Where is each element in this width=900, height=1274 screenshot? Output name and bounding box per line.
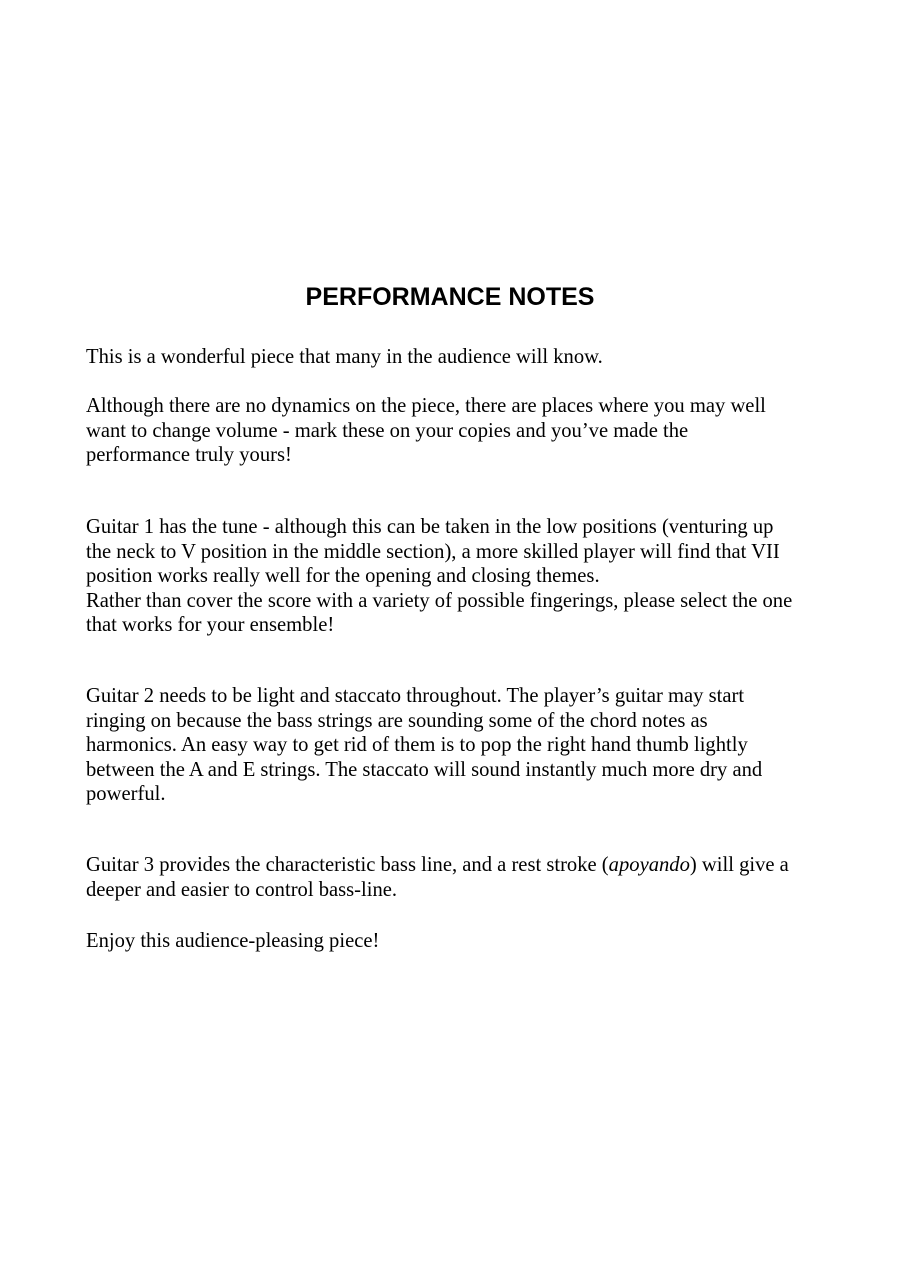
paragraph-line: position works really well for the opening and closing themes.	[86, 565, 600, 587]
guitar1-paragraph	[86, 515, 826, 638]
closing-paragraph: Enjoy this audience-pleasing piece!	[86, 930, 380, 952]
page-title: PERFORMANCE NOTES	[305, 283, 595, 311]
dynamics-paragraph	[86, 394, 826, 468]
guitar3-text-before: Guitar 3 provides the characteristic bass line, and a rest stroke (	[86, 854, 609, 876]
paragraph-line: ringing on because the bass strings are sounding some of the chord notes as	[86, 709, 708, 732]
paragraph-line: want to change volume - mark these on your copies and you’ve made the	[86, 419, 689, 442]
paragraph-line: the neck to V position in the middle section), a more skilled player will find that VII	[86, 540, 780, 563]
intro-paragraph: This is a wonderful piece that many in the audience will know.	[86, 346, 603, 368]
guitar3-paragraph	[86, 853, 826, 902]
paragraph-line: deeper and easier to control bass-line.	[86, 878, 398, 901]
guitar2-paragraph	[86, 684, 826, 807]
paragraph-line	[86, 853, 826, 878]
guitar3-text-after: ) will give a	[689, 854, 789, 876]
paragraph-line: Guitar 2 needs to be light and staccato throughout. The player’s guitar may start	[86, 685, 745, 707]
paragraph-line: Guitar 1 has the tune - although this can be taken in the low positions (venturing up	[86, 516, 774, 538]
paragraph-line: harmonics. An easy way to get rid of them is to pop the right hand thumb lightly	[86, 734, 748, 756]
paragraph-line: performance truly yours!	[86, 444, 292, 466]
paragraph-line: powerful.	[86, 783, 166, 805]
paragraph-line: that works for your ensemble!	[86, 614, 335, 636]
apoyando-term: apoyando	[608, 854, 690, 876]
paragraph-line: Rather than cover the score with a variety of possible fingerings, please select the one	[86, 589, 793, 612]
paragraph-line: Although there are no dynamics on the piece, there are places where you may well	[86, 395, 766, 417]
paragraph-line: between the A and E strings. The staccato will sound instantly much more dry and	[86, 758, 763, 781]
